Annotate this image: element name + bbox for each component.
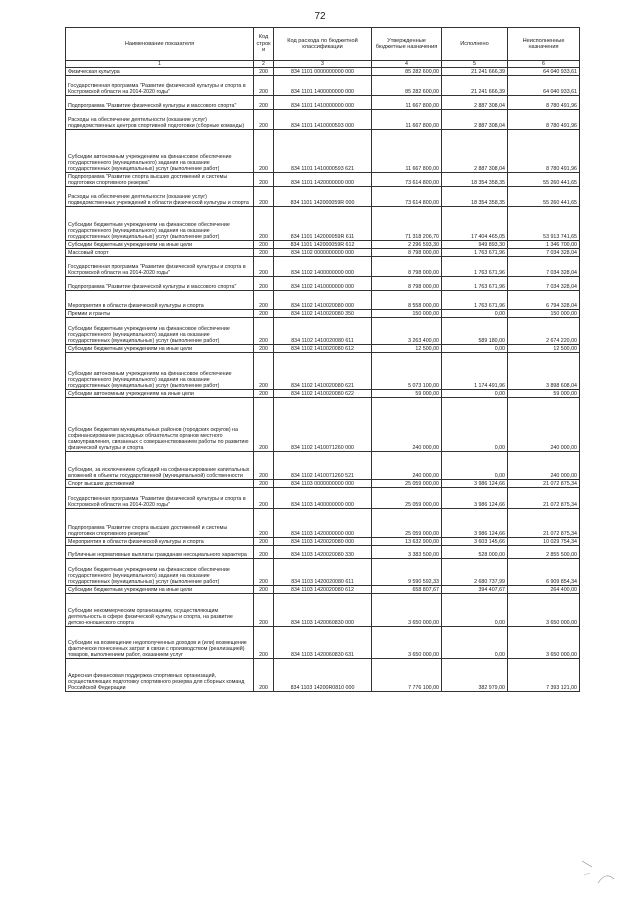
row-executed-cell: 17 404 465,05 <box>442 207 508 241</box>
row-remaining-cell: 8 780 491,96 <box>508 96 580 110</box>
row-remaining-cell: 55 260 441,65 <box>508 173 580 187</box>
row-line-code-cell: 200 <box>254 546 274 559</box>
row-budget-code-cell: 834 1102 1410071260 000 <box>274 398 372 452</box>
row-executed-cell: 0,00 <box>442 398 508 452</box>
row-remaining-cell: 6 909 854,34 <box>508 559 580 586</box>
row-remaining-cell: 6 794 328,04 <box>508 291 580 310</box>
row-approved-cell: 240 000,00 <box>372 452 442 480</box>
row-budget-code-cell: 834 1101 142000059R 612 <box>274 241 372 249</box>
column-number: 5 <box>442 61 508 68</box>
table-row <box>66 586 580 594</box>
row-name-cell: Субсидии бюджетам муниципальных районов (городских округов) на софинансирование расходных обязательств органов местного самоуправления, связанных с совершенствованием работы по развитию физической культуры и спорта <box>66 398 254 452</box>
row-budget-code-cell: 834 1103 1420020080 611 <box>274 559 372 586</box>
row-approved-cell: 73 614 800,00 <box>372 187 442 207</box>
row-line-code-cell: 200 <box>254 509 274 538</box>
row-remaining-cell: 8 780 491,96 <box>508 110 580 130</box>
column-number-row <box>66 61 580 68</box>
row-budget-code-cell: 834 1102 1410020080 621 <box>274 353 372 390</box>
row-line-code-cell: 200 <box>254 627 274 659</box>
row-remaining-cell: 53 913 741,65 <box>508 207 580 241</box>
table-body <box>66 68 580 692</box>
row-budget-code-cell: 834 1101 142000059R 000 <box>274 187 372 207</box>
row-name-cell: Подпрограмма "Развитие физической культуры и массового спорта" <box>66 277 254 291</box>
row-remaining-cell: 21 072 875,34 <box>508 480 580 488</box>
row-executed-cell: 0,00 <box>442 594 508 627</box>
row-name-cell: Расходы на обеспечение деятельности (оказание услуг) подведомственных учреждений в области физической культуры и спорта <box>66 187 254 207</box>
row-executed-cell: 3 603 145,66 <box>442 538 508 546</box>
row-budget-code-cell: 834 1102 1410020080 612 <box>274 345 372 353</box>
row-budget-code-cell: 834 1102 1410020080 611 <box>274 318 372 345</box>
row-budget-code-cell: 834 1101 1400000000 000 <box>274 76 372 96</box>
row-remaining-cell: 1 346 700,00 <box>508 241 580 249</box>
row-line-code-cell: 200 <box>254 586 274 594</box>
row-executed-cell: 1 763 671,96 <box>442 257 508 277</box>
row-executed-cell: 2 887 308,04 <box>442 110 508 130</box>
row-executed-cell: 21 241 666,39 <box>442 68 508 76</box>
table-row <box>66 310 580 318</box>
table-row <box>66 277 580 291</box>
row-approved-cell: 13 632 900,00 <box>372 538 442 546</box>
row-name-cell: Мероприятия в области физической культуры и спорта <box>66 538 254 546</box>
row-line-code-cell: 200 <box>254 390 274 398</box>
row-name-cell: Субсидии на возмещение недополученных доходов и (или) возмещение фактически понесенных затрат в связи с производством (реализацией) товаров, выполнением работ, оказанием услуг <box>66 627 254 659</box>
row-executed-cell: 1 174 491,96 <box>442 353 508 390</box>
row-name-cell: Субсидии бюджетным учреждениям на иные цели <box>66 241 254 249</box>
row-budget-code-cell: 834 1101 142000059R 611 <box>274 207 372 241</box>
table-row <box>66 353 580 390</box>
table-row <box>66 241 580 249</box>
row-approved-cell: 8 798 000,00 <box>372 249 442 257</box>
table-row <box>66 559 580 586</box>
row-line-code-cell: 200 <box>254 559 274 586</box>
row-executed-cell: 1 763 671,96 <box>442 291 508 310</box>
row-approved-cell: 71 318 206,70 <box>372 207 442 241</box>
page-number: 72 <box>314 11 326 22</box>
row-approved-cell: 240 000,00 <box>372 398 442 452</box>
row-line-code-cell: 200 <box>254 318 274 345</box>
row-remaining-cell: 7 034 328,04 <box>508 249 580 257</box>
row-approved-cell: 5 073 100,00 <box>372 353 442 390</box>
row-executed-cell: 2 680 737,99 <box>442 559 508 586</box>
row-approved-cell: 73 614 800,00 <box>372 173 442 187</box>
row-budget-code-cell: 834 1101 1410000593 000 <box>274 110 372 130</box>
row-approved-cell: 11 667 800,00 <box>372 130 442 173</box>
row-remaining-cell: 2 855 500,00 <box>508 546 580 559</box>
row-approved-cell: 3 383 500,00 <box>372 546 442 559</box>
table-row <box>66 257 580 277</box>
table-row <box>66 627 580 659</box>
row-remaining-cell: 2 674 220,00 <box>508 318 580 345</box>
row-executed-cell: 0,00 <box>442 310 508 318</box>
row-executed-cell: 3 986 124,66 <box>442 480 508 488</box>
row-remaining-cell: 7 034 328,04 <box>508 257 580 277</box>
row-budget-code-cell: 834 1103 1420060830 631 <box>274 627 372 659</box>
row-budget-code-cell: 834 1103 1420020080 330 <box>274 546 372 559</box>
header-remaining: Неисполненные назначения <box>508 28 580 61</box>
row-budget-code-cell: 834 1101 1420000000 000 <box>274 173 372 187</box>
table-row <box>66 110 580 130</box>
row-remaining-cell: 264 400,00 <box>508 586 580 594</box>
row-remaining-cell: 8 780 491,96 <box>508 130 580 173</box>
row-executed-cell: 0,00 <box>442 452 508 480</box>
column-number: 1 <box>66 61 254 68</box>
table-row <box>66 538 580 546</box>
column-number: 3 <box>274 61 372 68</box>
row-name-cell: Подпрограмма "Развитие физической культуры и массового спорта" <box>66 96 254 110</box>
table-row <box>66 318 580 345</box>
row-approved-cell: 8 558 000,00 <box>372 291 442 310</box>
row-remaining-cell: 21 072 875,34 <box>508 488 580 509</box>
row-approved-cell: 11 667 800,00 <box>372 110 442 130</box>
header-budget-code: Код расхода по бюджетной классификации <box>274 28 372 61</box>
row-approved-cell: 25 059 000,00 <box>372 480 442 488</box>
row-line-code-cell: 200 <box>254 345 274 353</box>
row-executed-cell: 18 354 358,35 <box>442 187 508 207</box>
row-approved-cell: 2 296 593,30 <box>372 241 442 249</box>
row-name-cell: Субсидии некоммерческим организациям, осуществляющим деятельность в сфере физической культуры и спорта, на развитие детско-юношеского спорта <box>66 594 254 627</box>
row-line-code-cell: 200 <box>254 257 274 277</box>
row-line-code-cell: 200 <box>254 452 274 480</box>
row-name-cell: Расходы на обеспечение деятельности (оказание услуг) подведомственных центров спортивной подготовки (сборные команды) <box>66 110 254 130</box>
table-row <box>66 398 580 452</box>
row-executed-cell: 0,00 <box>442 345 508 353</box>
row-budget-code-cell: 834 1103 1400000000 000 <box>274 488 372 509</box>
row-executed-cell: 3 986 124,66 <box>442 488 508 509</box>
row-budget-code-cell: 834 1102 1410071260 521 <box>274 452 372 480</box>
row-budget-code-cell: 834 1103 0000000000 000 <box>274 480 372 488</box>
row-name-cell: Субсидии, за исключением субсидий на софинансирование капитальных вложений в объекты государственной (муниципальной) собственности <box>66 452 254 480</box>
row-remaining-cell: 240 000,00 <box>508 398 580 452</box>
row-line-code-cell: 200 <box>254 173 274 187</box>
row-line-code-cell: 200 <box>254 76 274 96</box>
row-approved-cell: 25 059 000,00 <box>372 509 442 538</box>
row-line-code-cell: 200 <box>254 130 274 173</box>
table-row <box>66 452 580 480</box>
table-row <box>66 546 580 559</box>
row-executed-cell: 382 979,00 <box>442 659 508 692</box>
row-line-code-cell: 200 <box>254 187 274 207</box>
row-line-code-cell: 200 <box>254 398 274 452</box>
row-budget-code-cell: 834 1102 0000000000 000 <box>274 249 372 257</box>
row-remaining-cell: 64 040 933,61 <box>508 76 580 96</box>
row-remaining-cell: 10 029 754,34 <box>508 538 580 546</box>
table-row <box>66 96 580 110</box>
column-number: 2 <box>254 61 274 68</box>
row-budget-code-cell: 834 1103 14200R0810 000 <box>274 659 372 692</box>
column-number: 4 <box>372 61 442 68</box>
row-executed-cell: 394 407,67 <box>442 586 508 594</box>
row-executed-cell: 1 763 671,96 <box>442 277 508 291</box>
row-remaining-cell: 3 898 608,04 <box>508 353 580 390</box>
row-remaining-cell: 3 650 000,00 <box>508 594 580 627</box>
row-executed-cell: 949 893,30 <box>442 241 508 249</box>
row-name-cell: Премии и гранты <box>66 310 254 318</box>
row-budget-code-cell: 834 1102 1410020080 000 <box>274 291 372 310</box>
header-line-code: Код строк и <box>254 28 274 61</box>
row-budget-code-cell: 834 1101 0000000000 000 <box>274 68 372 76</box>
row-name-cell: Адресная финансовая поддержка спортивных организаций, осуществляющих подготовку спортивного резерва для сборных команд Российской Федерации <box>66 659 254 692</box>
row-budget-code-cell: 834 1101 1410000593 621 <box>274 130 372 173</box>
row-remaining-cell: 7 393 121,00 <box>508 659 580 692</box>
row-line-code-cell: 200 <box>254 659 274 692</box>
row-remaining-cell: 21 072 875,34 <box>508 509 580 538</box>
row-line-code-cell: 200 <box>254 68 274 76</box>
row-line-code-cell: 200 <box>254 291 274 310</box>
row-remaining-cell: 3 650 000,00 <box>508 627 580 659</box>
row-remaining-cell: 12 500,00 <box>508 345 580 353</box>
row-name-cell: Субсидии автономным учреждениям на финансовое обеспечение государственного (муниципального) задания на оказание государственных (муниципальных) услуг (выполнение работ) <box>66 130 254 173</box>
row-executed-cell: 3 986 124,66 <box>442 509 508 538</box>
table-row <box>66 509 580 538</box>
row-executed-cell: 0,00 <box>442 390 508 398</box>
row-remaining-cell: 55 260 441,65 <box>508 187 580 207</box>
row-executed-cell: 18 354 358,35 <box>442 173 508 187</box>
row-line-code-cell: 200 <box>254 353 274 390</box>
row-budget-code-cell: 834 1103 1420000000 000 <box>274 509 372 538</box>
row-name-cell: Государственная программа "Развитие физической культуры и спорта в Костромской области на 2014-2020 годы" <box>66 257 254 277</box>
row-line-code-cell: 200 <box>254 594 274 627</box>
row-approved-cell: 8 798 000,00 <box>372 257 442 277</box>
row-approved-cell: 59 000,00 <box>372 390 442 398</box>
row-approved-cell: 3 650 000,00 <box>372 594 442 627</box>
row-line-code-cell: 200 <box>254 110 274 130</box>
row-line-code-cell: 200 <box>254 207 274 241</box>
row-executed-cell: 2 887 308,04 <box>442 130 508 173</box>
table-row <box>66 130 580 173</box>
row-name-cell: Субсидии бюджетным учреждениям на финансовое обеспечение государственного (муниципального) задания на оказание государственных (муниципальных) услуг (выполнение работ) <box>66 207 254 241</box>
row-approved-cell: 9 590 592,33 <box>372 559 442 586</box>
row-line-code-cell: 200 <box>254 538 274 546</box>
row-approved-cell: 85 282 600,00 <box>372 76 442 96</box>
row-budget-code-cell: 834 1102 1410020080 350 <box>274 310 372 318</box>
table-row <box>66 207 580 241</box>
table-row <box>66 345 580 353</box>
row-line-code-cell: 200 <box>254 249 274 257</box>
budget-execution-table <box>65 27 580 692</box>
row-name-cell: Спорт высших достижений <box>66 480 254 488</box>
row-name-cell: Государственная программа "Развитие физической культуры и спорта в Костромской области на 2014-2020 годы" <box>66 488 254 509</box>
row-approved-cell: 25 059 000,00 <box>372 488 442 509</box>
row-name-cell: Мероприятия в области физической культуры и спорта <box>66 291 254 310</box>
row-budget-code-cell: 834 1103 1420020080 000 <box>274 538 372 546</box>
table-row <box>66 488 580 509</box>
row-name-cell: Субсидии автономным учреждениям на финансовое обеспечение государственного (муниципального) задания на оказание государственных (муниципальных) услуг (выполнение работ) <box>66 353 254 390</box>
table-row <box>66 173 580 187</box>
table-row <box>66 291 580 310</box>
row-name-cell: Подпрограмма "Развитие спорта высших достижений и системы подготовки спортивного резерва" <box>66 173 254 187</box>
row-budget-code-cell: 834 1102 1410020080 622 <box>274 390 372 398</box>
table-row <box>66 249 580 257</box>
header-executed: Исполнено <box>442 28 508 61</box>
table-row <box>66 480 580 488</box>
row-budget-code-cell: 834 1103 1420060830 000 <box>274 594 372 627</box>
row-executed-cell: 589 180,00 <box>442 318 508 345</box>
table-row <box>66 187 580 207</box>
row-name-cell: Субсидии автономным учреждениям на иные цели <box>66 390 254 398</box>
row-budget-code-cell: 834 1102 1400000000 000 <box>274 257 372 277</box>
table-row <box>66 659 580 692</box>
row-budget-code-cell: 834 1103 1420020080 612 <box>274 586 372 594</box>
row-name-cell: Массовый спорт <box>66 249 254 257</box>
header-indicator-name: Наименование показателя <box>66 28 254 61</box>
row-remaining-cell: 59 000,00 <box>508 390 580 398</box>
header-approved: Утвержденные бюджетные назначения <box>372 28 442 61</box>
row-name-cell: Физическая культура <box>66 68 254 76</box>
row-name-cell: Государственная программа "Развитие физической культуры и спорта в Костромской области на 2014-2020 годы" <box>66 76 254 96</box>
column-number: 6 <box>508 61 580 68</box>
row-approved-cell: 3 650 000,00 <box>372 627 442 659</box>
row-line-code-cell: 200 <box>254 310 274 318</box>
row-name-cell: Подпрограмма "Развитие спорта высших достижений и системы подготовки спортивного резерва" <box>66 509 254 538</box>
row-executed-cell: 1 763 671,96 <box>442 249 508 257</box>
row-executed-cell: 21 241 666,39 <box>442 76 508 96</box>
row-name-cell: Субсидии бюджетным учреждениям на финансовое обеспечение государственного (муниципального) задания на оказание государственных (муниципальных) услуг (выполнение работ) <box>66 559 254 586</box>
row-approved-cell: 85 282 600,00 <box>372 68 442 76</box>
table-row <box>66 76 580 96</box>
row-name-cell: Субсидии бюджетным учреждениям на финансовое обеспечение государственного (муниципального) задания на оказание государственных (муниципальных) услуг (выполнение работ) <box>66 318 254 345</box>
row-approved-cell: 3 263 400,00 <box>372 318 442 345</box>
row-approved-cell: 150 000,00 <box>372 310 442 318</box>
row-line-code-cell: 200 <box>254 277 274 291</box>
row-approved-cell: 11 667 800,00 <box>372 96 442 110</box>
row-line-code-cell: 200 <box>254 96 274 110</box>
row-name-cell: Субсидии бюджетным учреждениям на иные цели <box>66 345 254 353</box>
handwritten-mark <box>578 853 618 887</box>
row-remaining-cell: 64 040 933,61 <box>508 68 580 76</box>
row-executed-cell: 2 887 308,04 <box>442 96 508 110</box>
table-row <box>66 68 580 76</box>
row-remaining-cell: 150 000,00 <box>508 310 580 318</box>
row-remaining-cell: 7 034 328,04 <box>508 277 580 291</box>
row-approved-cell: 8 798 000,00 <box>372 277 442 291</box>
row-executed-cell: 0,00 <box>442 627 508 659</box>
row-approved-cell: 658 807,67 <box>372 586 442 594</box>
row-remaining-cell: 240 000,00 <box>508 452 580 480</box>
row-line-code-cell: 200 <box>254 488 274 509</box>
row-line-code-cell: 200 <box>254 480 274 488</box>
row-name-cell: Субсидии бюджетным учреждениям на иные цели <box>66 586 254 594</box>
row-line-code-cell: 200 <box>254 241 274 249</box>
row-name-cell: Публичные нормативные выплаты гражданам несоциального характера <box>66 546 254 559</box>
table-row <box>66 594 580 627</box>
row-executed-cell: 528 000,00 <box>442 546 508 559</box>
row-approved-cell: 12 500,00 <box>372 345 442 353</box>
table-header-row <box>66 28 580 61</box>
row-approved-cell: 7 776 100,00 <box>372 659 442 692</box>
table-row <box>66 390 580 398</box>
row-budget-code-cell: 834 1102 1410000000 000 <box>274 277 372 291</box>
row-budget-code-cell: 834 1101 1410000000 000 <box>274 96 372 110</box>
